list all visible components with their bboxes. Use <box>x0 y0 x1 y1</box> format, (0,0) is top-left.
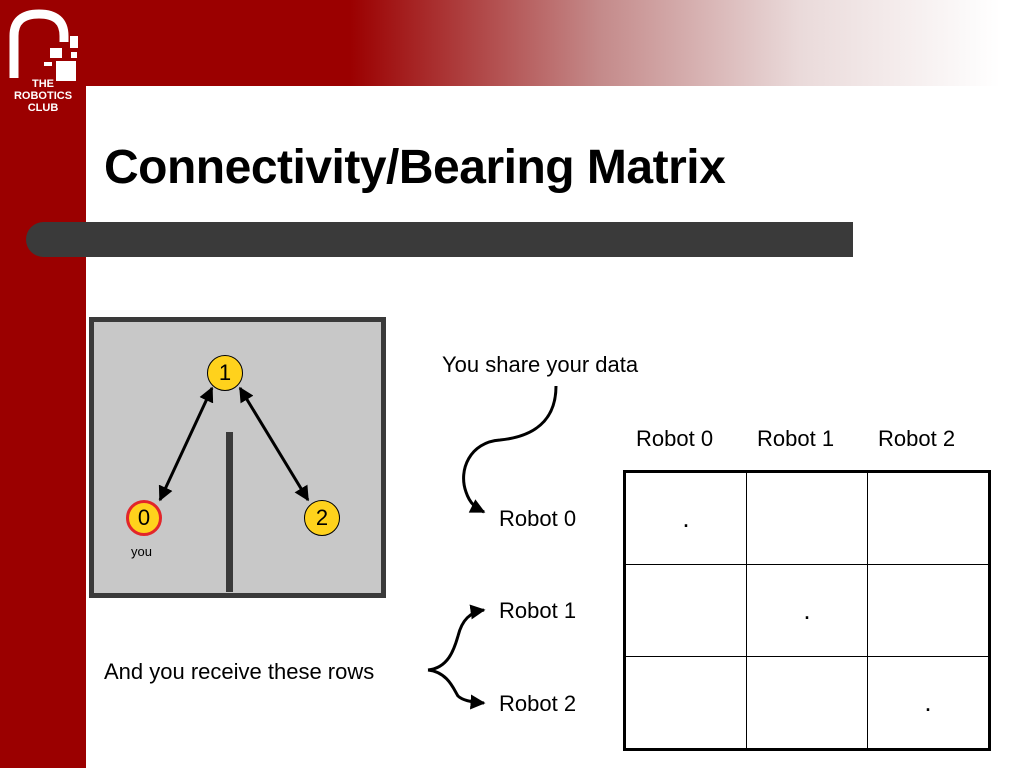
bearing-matrix <box>623 470 991 751</box>
matrix-cell <box>625 565 747 657</box>
robot-node-1: 1 <box>207 355 243 391</box>
slide-title: Connectivity/Bearing Matrix <box>104 141 726 194</box>
receive-arrow-robot-1 <box>428 610 484 670</box>
logo-mark-icon <box>4 6 84 86</box>
logo-text-club: CLUB <box>27 102 59 114</box>
matrix-row-label: Robot 0 <box>499 506 577 531</box>
robot-node-2: 2 <box>304 500 340 536</box>
matrix-row-label: Robot 2 <box>499 691 577 716</box>
robot-node-0: 0 <box>126 500 162 536</box>
share-arrow <box>464 386 556 512</box>
matrix-column-header: Robot 0 <box>636 426 714 451</box>
matrix-cell: . <box>868 657 990 750</box>
header-band <box>0 0 1024 86</box>
matrix-row <box>625 657 990 750</box>
share-caption: You share your data <box>442 352 639 377</box>
matrix-cell <box>747 657 868 750</box>
matrix-cell <box>747 472 868 565</box>
logo-text-robotics: ROBOTICS <box>13 90 73 102</box>
content-corner <box>86 86 126 126</box>
title-underline-bar <box>26 222 853 257</box>
matrix-cell <box>625 657 747 750</box>
matrix-cell: . <box>747 565 868 657</box>
matrix-cell: . <box>625 472 747 565</box>
robot-0-sublabel: you <box>131 544 152 559</box>
matrix-cell <box>868 472 990 565</box>
matrix-column-header: Robot 1 <box>757 426 835 451</box>
matrix-cell <box>868 565 990 657</box>
receive-arrow-robot-2 <box>428 670 484 703</box>
receive-caption: And you receive these rows <box>104 659 375 684</box>
matrix-row <box>625 565 990 657</box>
logo-text-the: THE <box>32 78 54 90</box>
matrix-column-header: Robot 2 <box>878 426 956 451</box>
matrix-row <box>625 472 990 565</box>
arena-wall <box>226 432 233 592</box>
matrix-row-label: Robot 1 <box>499 598 577 623</box>
